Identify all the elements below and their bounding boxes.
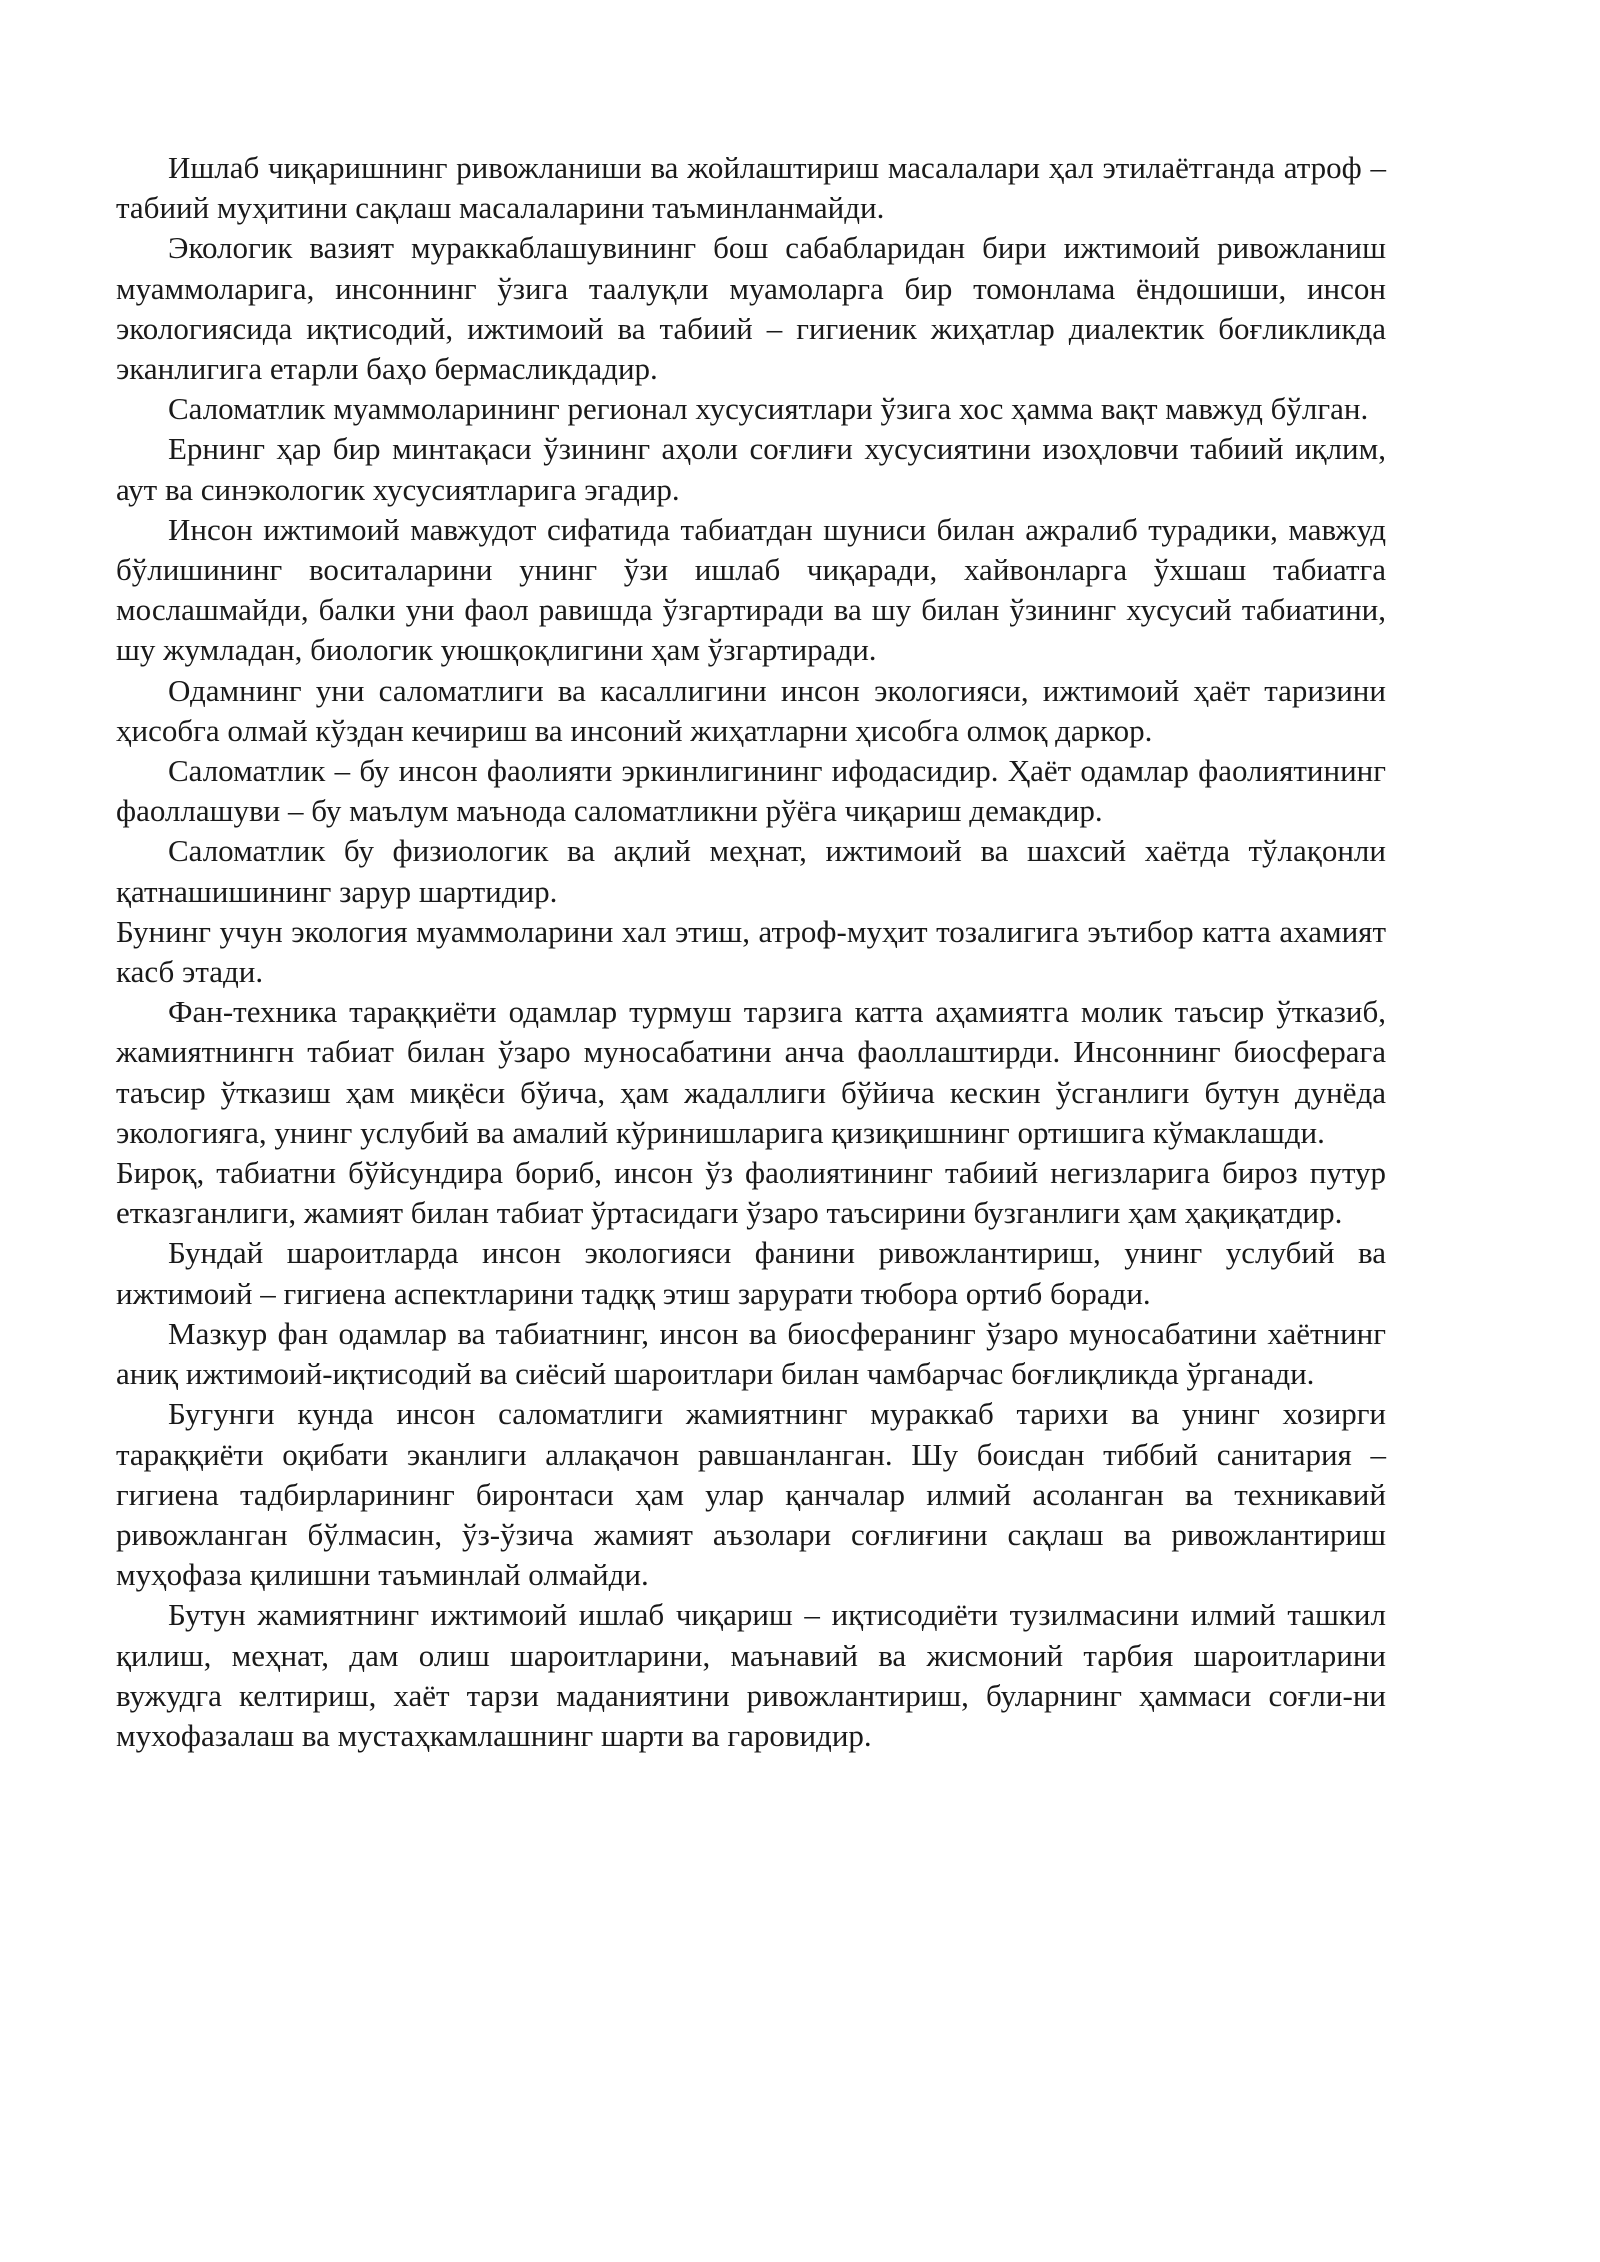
paragraph-3: Саломатлик муаммоларининг регионал хусусиятлари ўзига хос ҳамма вақт мавжуд бўлган. (168, 391, 1369, 427)
paragraph-4: Ернинг ҳар бир минтақаси ўзининг аҳоли соғлиғи хусусиятини изоҳловчи табиий иқлим, аут ва синэкологик хусусиятларига эгадир. (116, 431, 1386, 507)
paragraph-2: Экологик вазият мураккаблашувининг бош сабабларидан бири ижтимоий ривожланиш муаммоларига, инсоннинг ўзига таалуқли муамоларга бир томонлама ёндошиши, инсон экологиясида иқтисодий, ижтимоий ва табиий – гигиеник жиҳатлар диалектик боғликликда эканлигига етарли баҳо бермасликдадир. (116, 230, 1386, 387)
paragraph-11: Бироқ, табиатни бўйсундира бориб, инсон ўз фаолиятининг табиий негизларига бироз путур етказганлиги, жамият билан табиат ўртасидаги ўзаро таъсирини бузганлиги ҳам ҳақиқатдир. (116, 1155, 1386, 1231)
paragraph-13: Мазкур фан одамлар ва табиатнинг, инсон ва биосферанинг ўзаро муносабатини хаётнинг аниқ ижтимоий-иқтисодий ва сиёсий шароитлари билан чамбарчас боғлиқликда ўрганади. (116, 1315, 1386, 1392)
document-page (116, 148, 1386, 1756)
paragraph-5: Инсон ижтимоий мавжудот сифатида табиатдан шуниси билан ажралиб турадики, мавжуд бўлишининг воситаларини унинг ўзи ишлаб чиқаради, хайвонларга ўхшаш табиатга мослашмайди, балки уни фаол равишда ўзгартиради ва шу билан ўзининг хусусий табиатини, шу жумладан, биологик уюшқоқлигини ҳам ўзгартиради. (116, 511, 1386, 668)
paragraph-10: Фан-техника тараққиёти одамлар турмуш тарзига катта аҳамиятга молик таъсир ўтказиб, жамиятнингн табиат билан ўзаро муносабатини анча фаоллаштирди. Инсоннинг биосферага таъсир ўтказиш ҳам миқёси бўича, ҳам жадаллиги бўйича кескин ўсганлиги бутун дунёда экологияга, унинг услубий ва амалий кўринишларига қизиқишнинг ортишига кўмаклашди. (116, 994, 1386, 1150)
paragraph-12: Бундай шароитларда инсон экологияси фанини ривожлантириш, унинг услубий ва ижтимоий – гигиена аспектларини тадққ этиш зарурати тюбора ортиб боради. (116, 1235, 1386, 1311)
paragraph-9: Бунинг учун экология муаммоларини хал этиш, атроф-муҳит тозалигига эътибор катта ахамият касб этади. (116, 913, 1386, 990)
paragraph-8: Саломатлик бу физиологик ва ақлий меҳнат, ижтимоий ва шахсий хаётда тўлақонли қатнашишининг зарур шартидир. (116, 833, 1386, 909)
paragraph-7: Саломатлик – бу инсон фаолияти эркинлигининг ифодасидир. Ҳаёт одамлар фаолиятининг фаоллашуви – бу маълум маънода саломатликни рўёга чиқариш демакдир. (116, 753, 1386, 829)
paragraph-15: Бутун жамиятнинг ижтимоий ишлаб чиқариш – иқтисодиёти тузилмасини илмий ташкил қилиш, меҳнат, дам олиш шароитларини, маънавий ва жисмоний тарбия шароитларини вужудга келтириш, хаёт тарзи маданиятини ривожлантириш, буларнинг ҳаммаси соғли-ни мухофазалаш ва мустаҳкамлашнинг шарти ва гаровидир. (116, 1597, 1386, 1753)
paragraph-14: Бугунги кунда инсон саломатлиги жамиятнинг мураккаб тарихи ва унинг хозирги тараққиёти оқибати эканлиги аллақачон равшанланган. Шу боисдан тиббий санитария – гигиена тадбирларининг биронтаси ҳам улар қанчалар илмий асоланган ва техникавий ривожланган бўлмасин, ўз-ўзича жамият аъзолари соғлиғини сақлаш ва ривожлантириш муҳофаза қилишни таъминлай олмайди. (116, 1396, 1386, 1593)
paragraph-6: Одамнинг уни саломатлиги ва касаллигини инсон экологияси, ижтимоий ҳаёт таризини ҳисобга олмай кўздан кечириш ва инсоний жиҳатларни ҳисобга олмоқ даркор. (116, 672, 1386, 748)
paragraph-1: Ишлаб чиқаришнинг ривожланиши ва жойлаштириш масалалари ҳал этилаётганда атроф – табиий муҳитини сақлаш масалаларини таъминланмайди. (116, 150, 1386, 226)
